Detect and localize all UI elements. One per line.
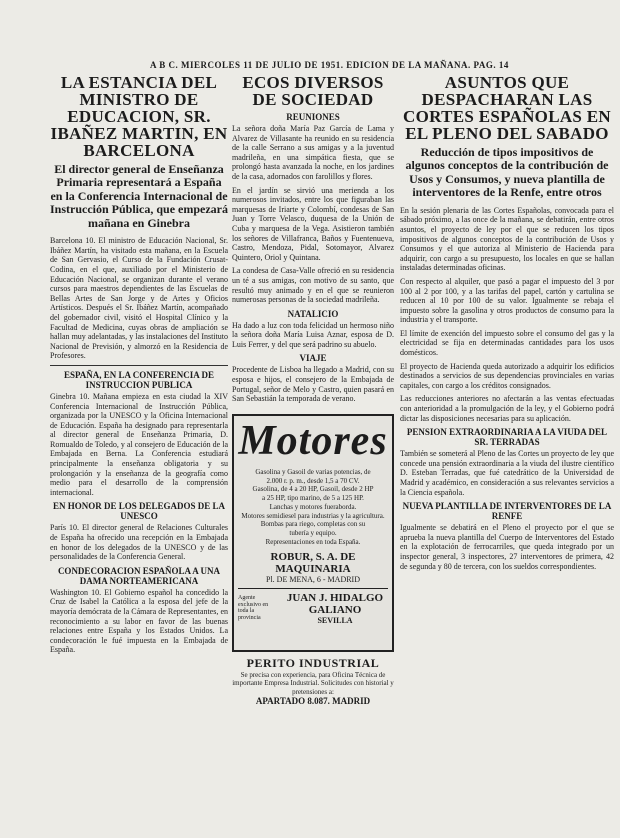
ad-agent-name-text: JUAN J. HIDALGO GALIANO [286, 591, 384, 616]
headline-ministro: LA ESTANCIA DEL MINISTRO DE EDUCACION, SR. IBAÑEZ MARTIN, EN BARCELONA [50, 73, 228, 160]
article-natalicio-body: Ha dado a luz con toda felicidad un hermoso niño la señora doña María Luisa Aznar, esposa de D. Luis Ferrer, y del que será padrino su abuelo. [232, 320, 394, 349]
article-pension-body: También se someterá al Pleno de las Cortes un proyecto de ley que concede una pensión extraordinaria a la viuda del ilustre científico D. Esteban Terradas, que fué catedrático de la Universidad de Madrid y académico, en consideración a sus relevantes servicios a la Ciencia española. [400, 449, 614, 497]
article-renfe-body: Igualmente se debatirá en el Pleno el proyecto por el que se aprueba la nueva plantilla del Cuerpo de Interventores del Estado en la explotación de ferrocarriles, que queda integrado por un inspector general, 3 inspectores, 27 interventores de primera, 42 de segunda y 80 de tercera, con los sueldos correspondientes. [400, 523, 614, 571]
subhead-condecoracion: CONDECORACION ESPAÑOLA A UNA DAMA NORTEAMERICANA [57, 565, 221, 586]
subhead-natalicio: NATALICIO [287, 308, 339, 319]
subhead-viaje: VIAJE [299, 353, 327, 364]
article-cortes-body-4: El proyecto de Hacienda queda autorizado a adquirir los edificios destinados a servicios de sus dependencias provinciales en varias capitales, con cargo a los créditos consignados. [400, 361, 614, 390]
column-middle [232, 72, 394, 832]
article-ministro-body: Barcelona 10. El ministro de Educación Nacional, Sr. Ibáñez Martín, ha visitado esta mañana, en la Escuela de San Gervasio, el Curso de la Fundación Crusat-Codina, en el que, auxiliado por el Ministerio de Educación Nacional, se organizan durante el verano cursos para maestros dependientes de las Escuelas de Bellas Artes de San Jorge y de Artes y Oficios Artísticos. Después el Sr. Ibáñez Martín, acompañado del gobernador civil, visitó el Hospital Clínico y la Facultad de Medicina, cuyas obras de ampliación se hallan muy adelantadas, y las instalaciones del Instituto Nacional de Previsión, y almorzó en la Residencia de Profesores. [50, 236, 228, 361]
ad-address: Pl. DE MENA, 6 - MADRID [266, 574, 360, 584]
ad-line: Gasolina, de 4 a 20 HP, Gasoil, desde 2 HP [252, 485, 374, 494]
perito-advertisement [232, 656, 394, 706]
ad-line: a 25 HP, tipo marino, de 5 a 125 HP. [262, 494, 364, 503]
ad-agent-city: SEVILLA [317, 615, 353, 625]
ad-line: Representaciones en toda España. [265, 537, 361, 546]
ad-agent-name [282, 592, 388, 625]
article-viaje-body: Procedente de Lisboa ha llegado a Madrid, con su esposa e hijos, el consejero de la Embajada de Portugal, señor de Melo y Castro, quien pasará en San Sebastián la temporada de verano. [232, 365, 394, 404]
ad-agent-box [238, 588, 388, 625]
subhead-reuniones: REUNIONES [286, 112, 340, 122]
subhead-instruccion: ESPAÑA, EN LA CONFERENCIA DE INSTRUCCION PUBLICA [63, 369, 215, 390]
ad-line: tubería y equipo. [289, 529, 337, 538]
article-cortes-body-1: En la sesión plenaria de las Cortes Españolas, convocada para el sábado próximo, a las once de la mañana, se debatirán, entre otros asuntos, el proyecto de ley por el que se reducen los tipos impositivos de algunos conceptos de la contribución de Usos y Consumos y el que autoriza al Ministerio de Hacienda para adquirir, con cargo a su presupuesto, los locales en que se hallan instaladas determinadas oficinas. [400, 205, 614, 273]
article-cortes-body-3: El límite de exención del impuesto sobre el consumo del gas y la electricidad se fija en determinadas cantidades para los usos domésticos. [400, 328, 614, 358]
motores-advertisement [232, 414, 394, 652]
dek-ministro: El director general de Enseñanza Primaria representará a España en la Conferencia Internacional de Instrucción Pública, que empezará mañana en Ginebra [50, 162, 228, 230]
ad-agent-label: Agente exclusivo en toda la provincia [238, 594, 269, 621]
ad-line: Gasolina y Gasoil de varias potencias, de [255, 467, 371, 476]
article-reuniones-body-1: La señora doña María Paz García de Lama y Alvarez de Villasante ha reunido en su residencia de la calle Serrano a sus amigas y a la juventud madrileña, en una simpática fiesta, que se prolongó hasta avanzada la noche, en los jardines de la casa, adornados con farolillos y flores. [232, 124, 394, 181]
page-header: A B C. MIERCOLES 11 DE JULIO DE 1951. EDICION DE LA MAÑANA. PAG. 14 [150, 60, 509, 70]
article-condecoracion-body: Washington 10. El Gobierno español ha concedido la Cruz de Isabel la Católica a la esposa del jefe de la mayoría demócrata de la Cámara de Representantes, en reconocimiento a su labor en favor de las buenas relaciones entre España y los Estados Unidos. La condecoración le fué impuesta en la Embajada de España. [50, 587, 228, 655]
column-right [400, 72, 614, 832]
subhead-pension: PENSION EXTRAORDINARIA A LA VIUDA DEL SR. TERRADAS [406, 427, 608, 448]
article-reuniones-body-3: La condesa de Casa-Valle ofreció en su residencia un té a sus amigas, con motivo de su santo, que resultó muy animado y en el que se reunieron numerosas personas de la sociedad madrileña. [232, 266, 394, 305]
column-left [50, 72, 228, 832]
column-divider [50, 365, 228, 366]
perito-body: Se precisa con experiencia, para Oficina Técnica de importante Empresa Industrial. Solicitudes con historial y pretensiones a: [232, 670, 394, 696]
dek-cortes: Reducción de tipos impositivos de algunos conceptos de la contribución de Usos y Consumos, y nueva plantilla de interventores de la Renfe, entre otros [405, 145, 609, 200]
ad-feature-list [238, 468, 388, 547]
ad-company: ROBUR, S. A. DE MAQUINARIA [270, 550, 356, 575]
article-cortes-body-5: Las reducciones anteriores no afectarán a las ventas efectuadas con anterioridad a la promulgación de la ley, y el Gobierno podrá dictar las disposiciones necesarias para su aplicación. [400, 394, 614, 423]
perito-address: APARTADO 8.087. MADRID [255, 696, 371, 707]
article-reuniones-body-2: En el jardín se sirvió una merienda a los numerosos invitados, entre los que figuraban las marquesas de Iriarte y Colombí, condesas de San Juan y Torre Velasco, duquesa de la Unión de Cuba y marquesa de la Vega. Asistieron también los señores de Villafranca, Baños y Fuentenueva, Castro, Mendoza, Pidal, Sotomayor, Alvarez Quintero, Oriol y Quintana. [232, 185, 394, 262]
headline-cortes: ASUNTOS QUE DESPACHARAN LAS CORTES ESPAÑOLAS EN EL PLENO DEL SABADO [403, 73, 611, 143]
headline-sociedad: ECOS DIVERSOS DE SOCIEDAD [242, 73, 384, 109]
article-cortes-body-2: Con respecto al alquiler, que pasó a pagar el impuesto del 3 por 100 al 2 por 100, y a las tarifas del papel, cartón y cartulina se reducen al 10 por 100 de su valor. Igualmente se rebaja el impuesto sobre la gasolina y otros productos de consumo para la industria y el transporte. [400, 276, 614, 325]
ad-line: Motores semidiesel para industrias y la agricultura. [241, 511, 385, 520]
ad-brand: Motores [238, 417, 388, 464]
perito-title: PERITO INDUSTRIAL [246, 655, 380, 670]
ad-line: Bombas para riego, completas con su [260, 520, 366, 529]
ad-line: Lanchas y motores fueraborda. [269, 502, 357, 511]
ad-line: 2.000 r. p. m., desde 1,5 a 70 CV. [266, 476, 360, 485]
article-instruccion-body: Ginebra 10. Mañana empieza en esta ciudad la XIV Conferencia Internacional de Instrucción Pública, organizada por la UNESCO y la Oficina Internacional de Educación. España ha designado para representarla al director general de Enseñanza Primaria, D. Romualdo de Toledo, y al consejero de Educación de la Embajada en Berna. La Conferencia estudiará principalmente la enseñanza obligatoria y su prolongación y la enseñanza de la geografía como medio para el desarrollo de la comprensión internacional. [50, 391, 228, 497]
subhead-renfe: NUEVA PLANTILLA DE INTERVENTORES DE LA RENFE [402, 501, 612, 522]
subhead-unesco: EN HONOR DE LOS DELEGADOS DE LA UNESCO [52, 501, 226, 522]
article-unesco-body: París 10. El director general de Relaciones Culturales de España ha ofrecido una recepción en la Embajada en honor de los delegados de la UNESCO y de las personalidades de la Conferencia General. [50, 523, 228, 562]
